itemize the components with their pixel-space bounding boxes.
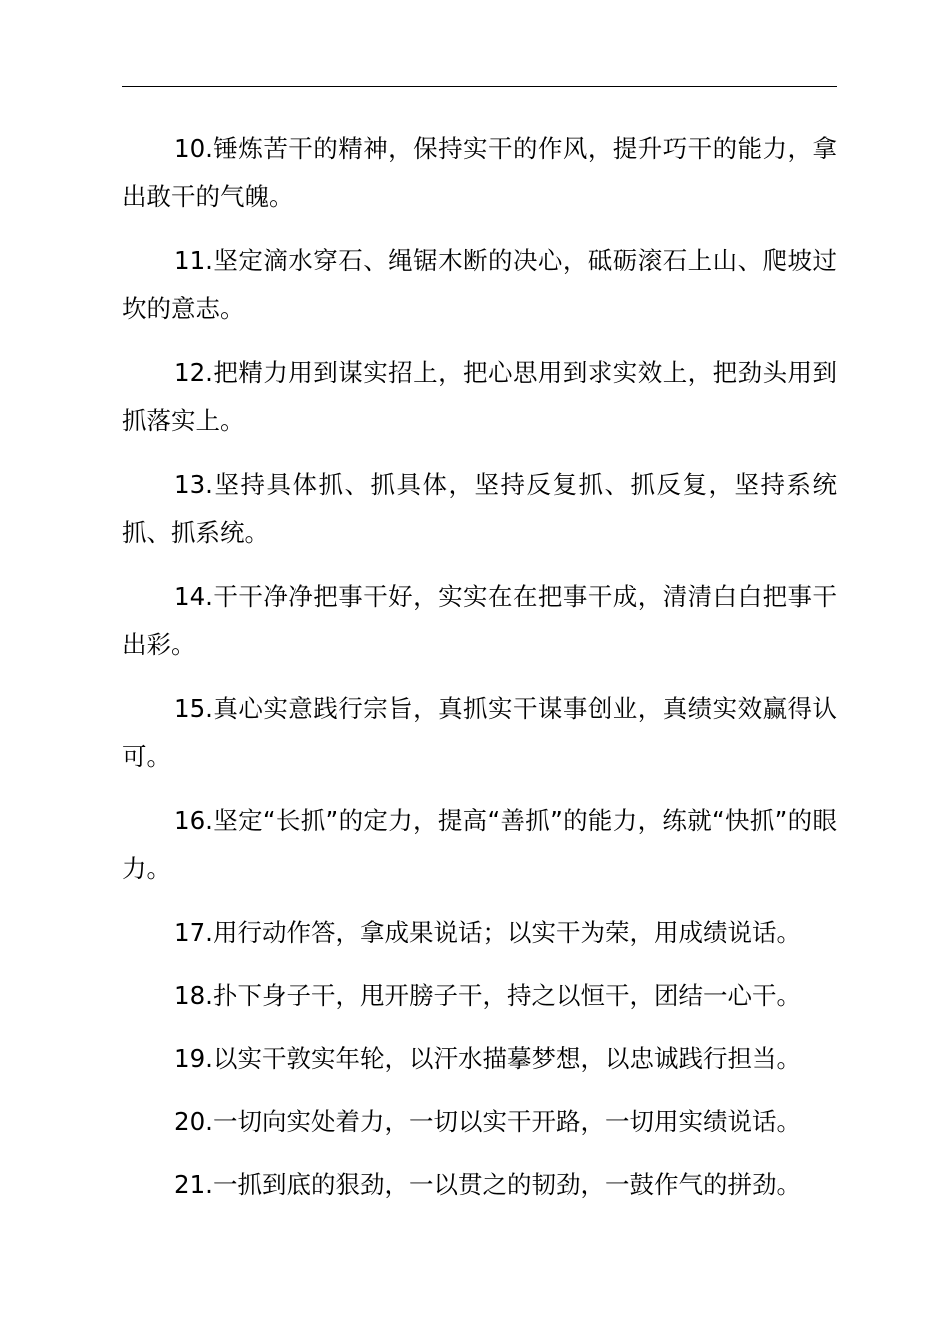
paragraph-17: 17.用行动作答，拿成果说话；以实干为荣，用成绩说话。 (174, 918, 801, 947)
paragraph-18: 18.扑下身子干，甩开膀子干，持之以恒干，团结一心干。 (174, 981, 801, 1010)
paragraph-20: 20.一切向实处着力，一切以实干开路，一切用实绩说话。 (174, 1107, 801, 1136)
paragraph-10: 10.锤炼苦干的精神，保持实干的作风，提升巧干的能力，拿出敢干的气魄。 (122, 134, 837, 211)
paragraph-19: 19.以实干敦实年轮，以汗水描摹梦想，以忠诚践行担当。 (174, 1044, 801, 1073)
paragraph-16: 16.坚定“长抓”的定力，提高“善抓”的能力，练就“快抓”的眼力。 (122, 806, 837, 883)
header-rule (122, 86, 837, 87)
paragraph-14: 14.干干净净把事干好，实实在在把事干成，清清白白把事干出彩。 (122, 582, 837, 659)
paragraph-11: 11.坚定滴水穿石、绳锯木断的决心，砥砺滚石上山、爬坡过坎的意志。 (122, 246, 837, 323)
document-body (122, 125, 837, 1224)
paragraph-13: 13.坚持具体抓、抓具体，坚持反复抓、抓反复，坚持系统抓、抓系统。 (122, 470, 837, 547)
paragraph-12: 12.把精力用到谋实招上，把心思用到求实效上，把劲头用到抓落实上。 (122, 358, 837, 435)
paragraph-15: 15.真心实意践行宗旨，真抓实干谋事创业，真绩实效赢得认可。 (122, 694, 837, 771)
paragraph-21: 21.一抓到底的狠劲，一以贯之的韧劲，一鼓作气的拼劲。 (174, 1170, 801, 1199)
